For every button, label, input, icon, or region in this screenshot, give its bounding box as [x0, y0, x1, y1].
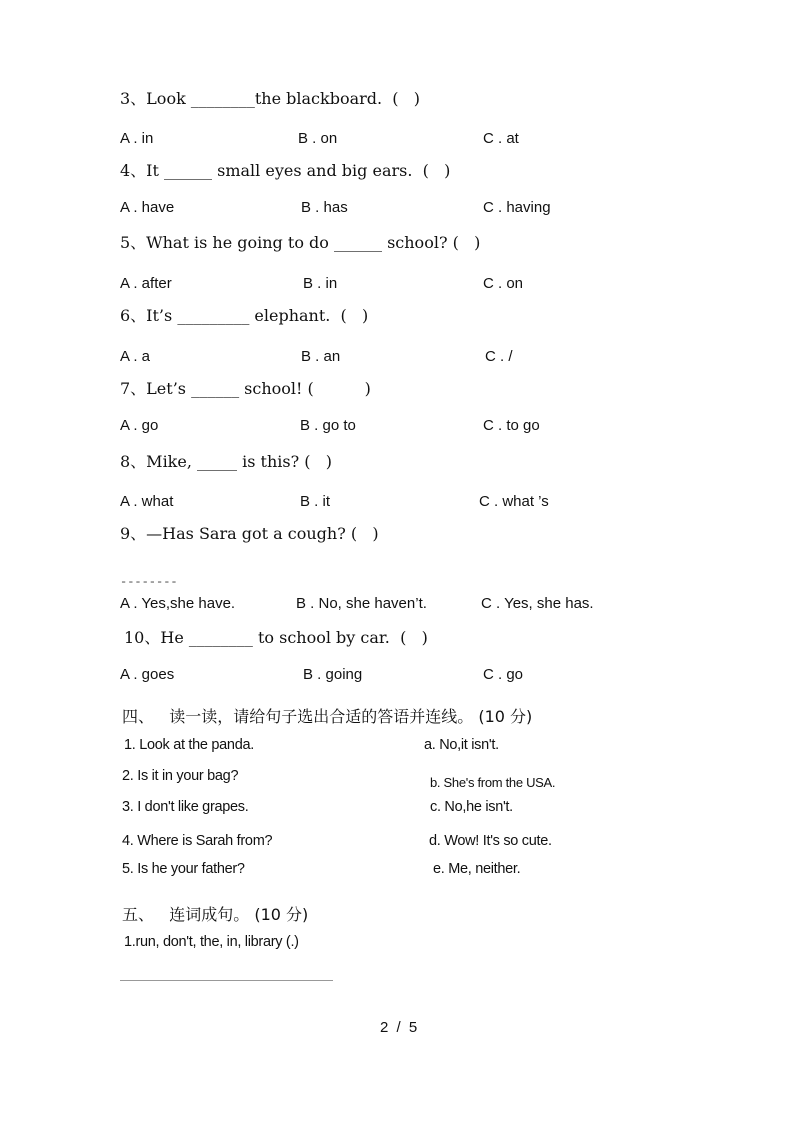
question-4-option-a: A . have [120, 199, 175, 216]
question-3-option-b: B . on [298, 130, 338, 147]
matching-right-a: a. No,it isn't. [424, 737, 499, 753]
matching-right-c: c. No,he isn't. [430, 799, 513, 815]
sentence-item-1: 1.run, don't, the, in, library (.) [124, 934, 299, 950]
matching-left-5: 5. Is he your father? [122, 861, 245, 877]
question-7-stem: 7、Let’s ______ school! ( ) [120, 379, 371, 398]
question-6-stem: 6、It’s _________ elephant. ( ) [120, 306, 369, 325]
question-10-option-a: A . goes [120, 666, 175, 683]
question-6-option-a: A . a [120, 348, 151, 365]
question-5-option-c: C . on [483, 275, 524, 292]
question-8-stem: 8、Mike, _____ is this? ( ) [120, 452, 332, 471]
matching-left-4: 4. Where is Sarah from? [122, 833, 273, 849]
matching-right-d: d. Wow! It's so cute. [429, 833, 552, 849]
question-3-stem: 3、Look ________the blackboard. ( ) [120, 89, 421, 108]
question-9-stem: 9、—Has Sara got a cough? ( ) [120, 524, 379, 543]
answer-line [120, 980, 333, 981]
question-10-option-b: B . going [303, 666, 363, 683]
question-7-option-b: B . go to [300, 417, 356, 434]
matching-left-1: 1. Look at the panda. [124, 737, 254, 753]
question-10-stem: 10、He ________ to school by car. ( ) [124, 628, 428, 647]
question-8-option-a: A . what [120, 493, 174, 510]
question-10-option-c: C . go [483, 666, 524, 683]
question-7-option-c: C . to go [483, 417, 540, 434]
question-4-stem: 4、It ______ small eyes and big ears. ( ) [120, 161, 451, 180]
question-8-option-b: B . it [300, 493, 331, 510]
matching-right-e: e. Me, neither. [433, 861, 521, 877]
page-number: 2 / 5 [380, 1019, 420, 1036]
question-6-option-b: B . an [301, 348, 341, 365]
matching-right-b: b. She's from the USA. [430, 775, 556, 790]
matching-left-2: 2. Is it in your bag? [122, 768, 239, 784]
question-9-option-b: B . No, she haven’t. [296, 595, 427, 612]
question-7-option-a: A . go [120, 417, 159, 434]
question-5-stem: 5、What is he going to do ______ school? ( ) [120, 233, 481, 252]
question-3-option-a: A . in [120, 130, 154, 147]
question-4-option-c: C . having [483, 199, 551, 216]
question-5-option-a: A . after [120, 275, 172, 292]
question-9-option-c: C . Yes, she has. [481, 595, 594, 612]
question-9-option-a: A . Yes,she have. [120, 595, 236, 612]
answer-dash-line: -------- [120, 575, 178, 589]
matching-left-3: 3. I don't like grapes. [122, 799, 249, 815]
question-8-option-c: C . what ’s [479, 493, 549, 510]
question-5-option-b: B . in [303, 275, 338, 292]
question-4-option-b: B . has [301, 199, 348, 216]
section-4-heading: 四、 读一读，请给句子选出合适的答语并连线。 (10 分) [122, 707, 533, 726]
section-5-heading: 五、 连词成句。 (10 分) [122, 905, 309, 924]
question-6-option-c: C . / [485, 348, 513, 365]
question-3-option-c: C . at [483, 130, 519, 147]
